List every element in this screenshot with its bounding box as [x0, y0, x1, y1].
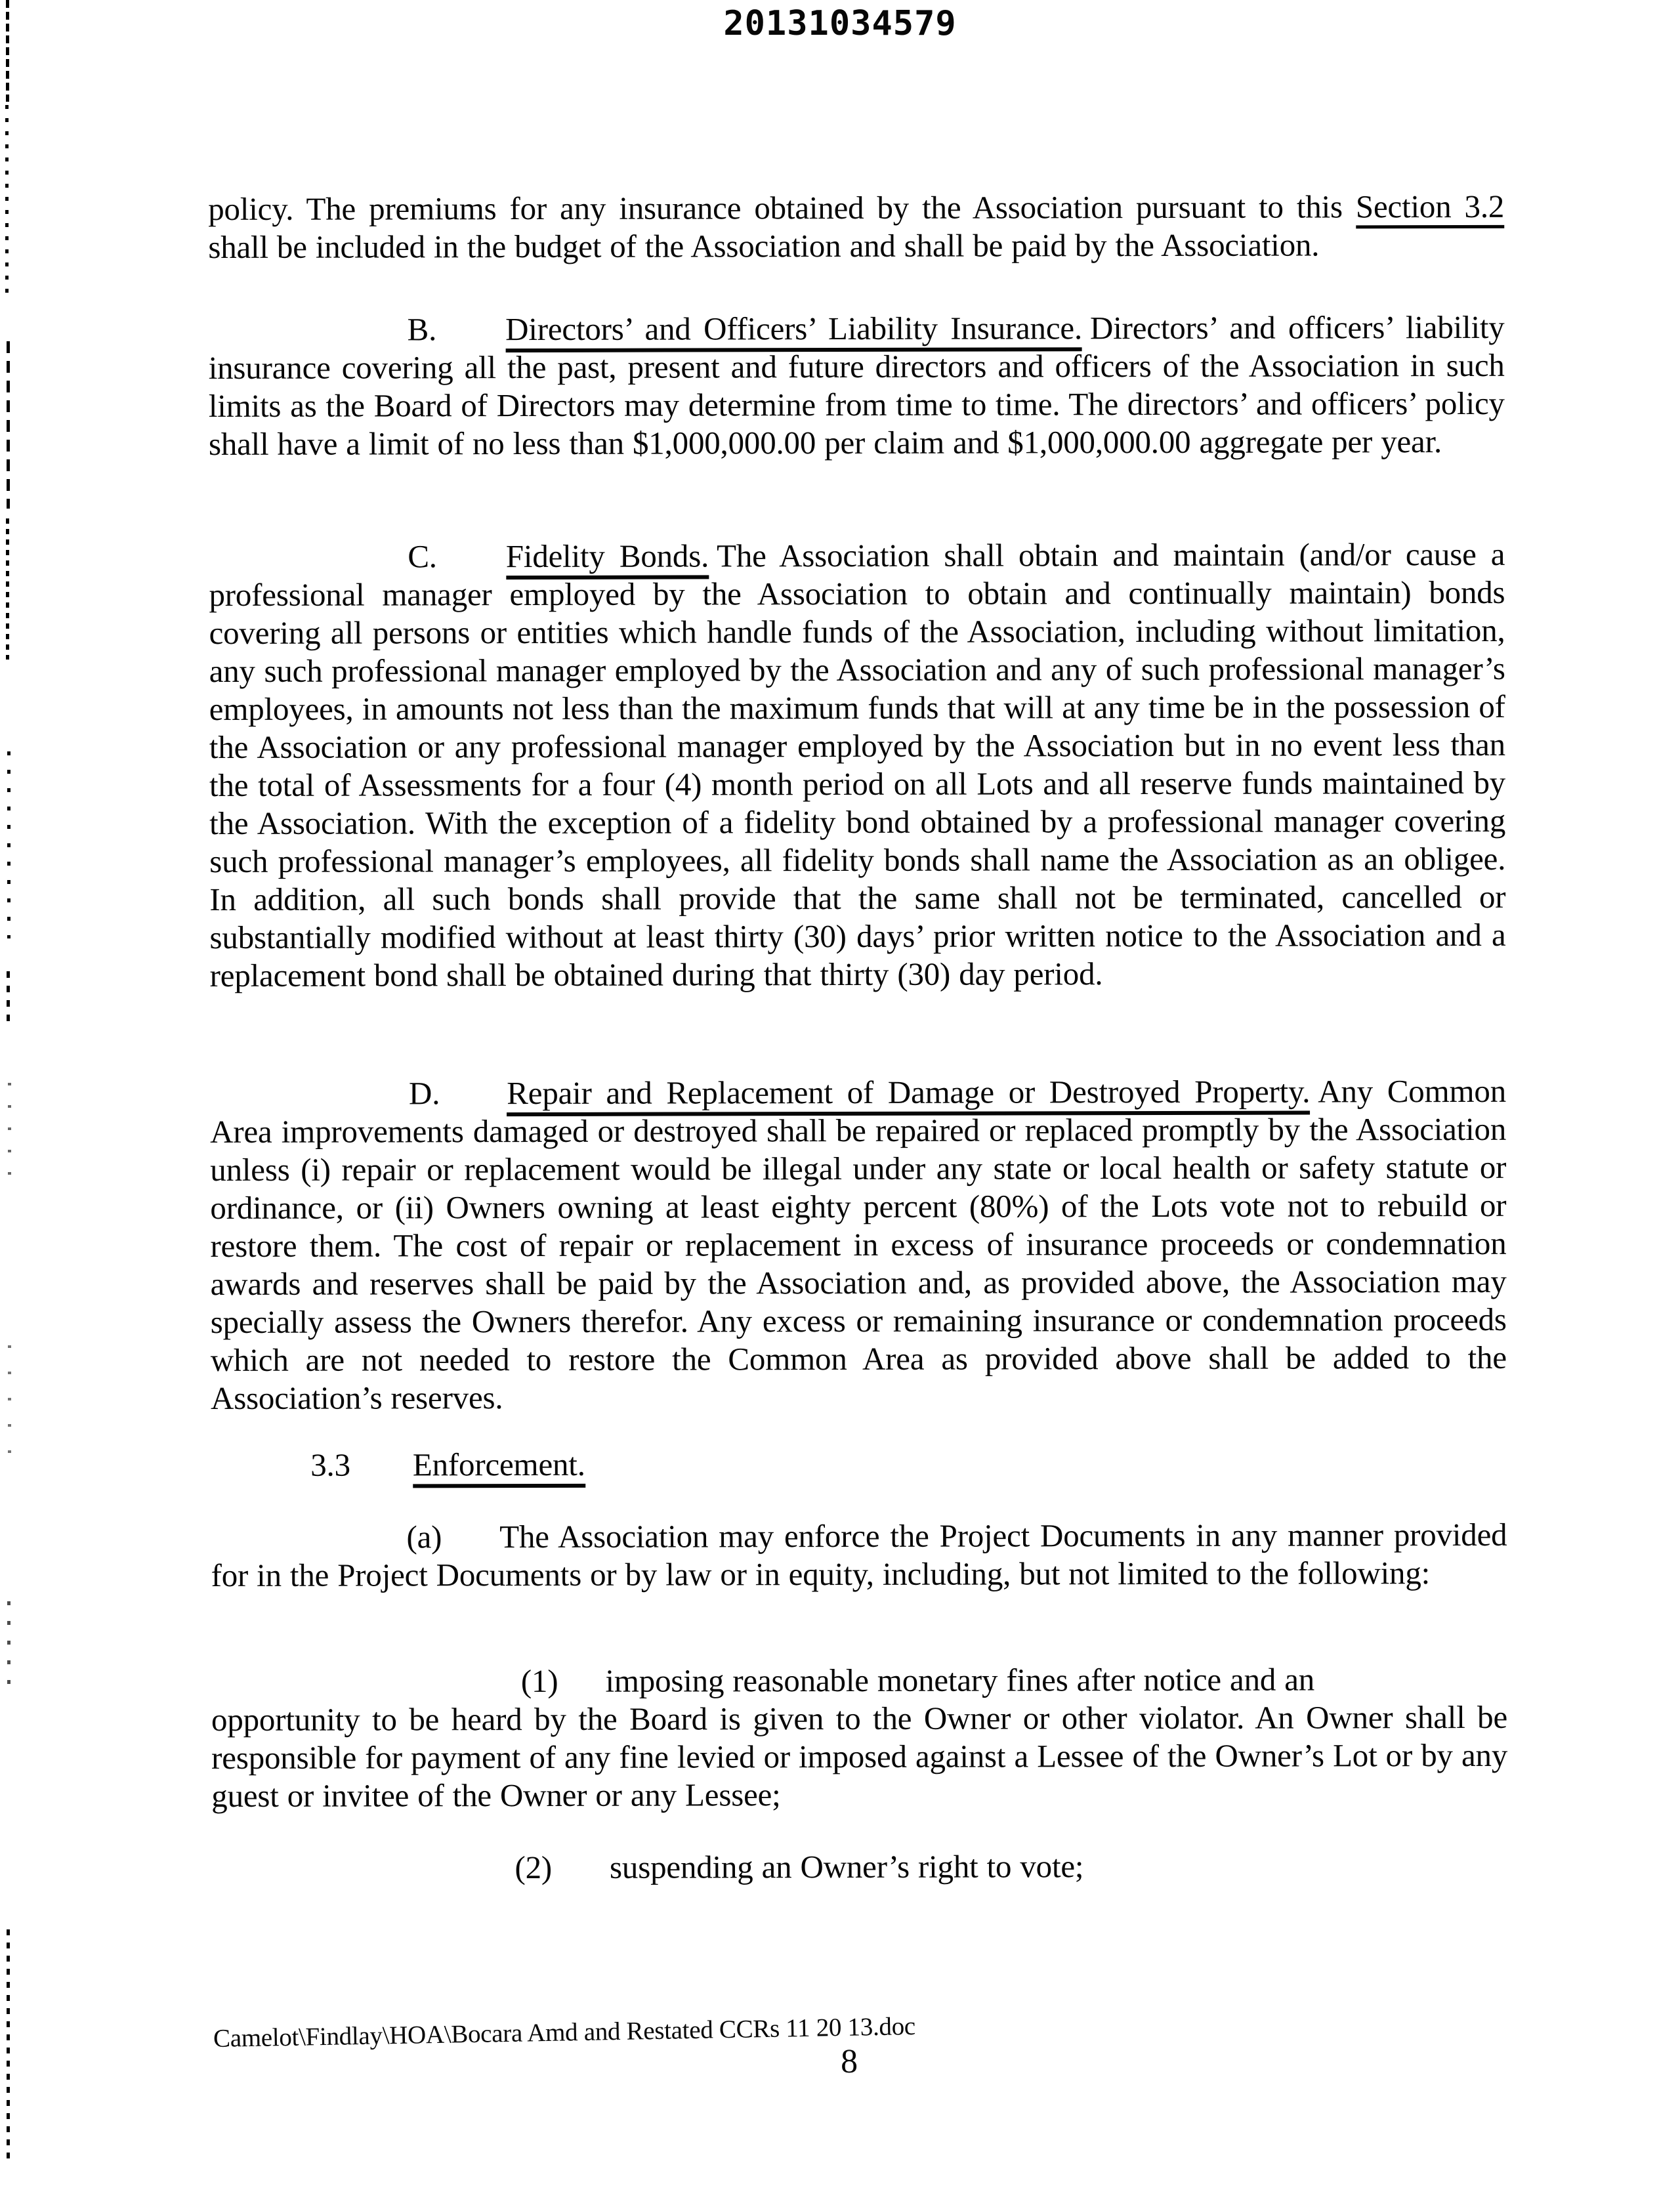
- clause-body: The Association may enforce the Project Documents in any manner provided for in the Project Documents or by law or in equity, including, but not limited to the following:: [211, 1516, 1507, 1594]
- clause-body: opportunity to be heard by the Board is given to the Owner or other violator. An Owner shall be responsible for payment of any fine levied or imposed against a Lessee of the Owner’s Lot or by any guest or invitee of the Owner or any Lessee;: [211, 1698, 1508, 1815]
- clause-body: Directors’ and officers’ liability insurance covering all the past, present and future directors and officers of the Association in such limits as the Board of Directors may determine from time to time. The directors’ and officers’ policy shall have a limit of no less than $1,000,000.00 per claim and $1,000,000.00 aggregate per year.: [208, 308, 1505, 463]
- clause-body: Any Common Area improvements damaged or destroyed shall be repaired or replaced promptly by the Association unless (i) repair or replacement would be illegal under any state or local health or safety statute or ordinance, or (ii) Owners owning at least eighty percent (80%) of the Lots vote not to rebuild or restore them. The cost of repair or replacement in excess of insurance proceeds or condemnation awards and reserves shall be paid by the Association and, as provided above, the Association may specially assess the Owners therefor. Any excess or remaining insurance or condemnation proceeds which are not needed to restore the Common Area as provided above shall be added to the Association’s reserves.: [210, 1072, 1507, 1417]
- paragraph-directors-officers-liability-insurance: [209, 308, 1505, 463]
- paragraph-repair-replacement-property: [210, 1072, 1507, 1418]
- paragraph-enforcement-a: [211, 1516, 1507, 1595]
- clause-label: (1): [520, 1662, 558, 1700]
- clause-body: The Association shall obtain and maintain (and/or cause a professional manager employed by the Association to obtain and continually maintain) bonds covering all persons or entities which handle funds of the Association, including without limitation, any such professional manager employed by the Association and any of such professional manager’s employees, in amounts not less than the maximum funds that will at any time be in the possession of the Association or any professional manager employed by the Association but in no event less than the total of Assessments for a four (4) month period on all Lots and all reserve funds maintained by the Association. With the exception of a fidelity bond obtained by a professional manager covering such professional manager’s employees, all fidelity bonds shall name the Association as an obligee. In addition, all such bonds shall provide that the same shall not be terminated, cancelled or substantially modified without at least thirty (30) days’ prior written notice to the Association and a replacement bond shall be obtained during that thirty (30) day period.: [209, 536, 1506, 994]
- clause-label: (2): [514, 1849, 553, 1886]
- clause-body: suspending an Owner’s right to vote;: [609, 1848, 1084, 1885]
- page-number: 8: [841, 2042, 858, 2081]
- paragraph-enforcement-a-1: [211, 1660, 1507, 1815]
- clause-heading: Directors’ and Officers’ Liability Insurance.: [505, 310, 1082, 352]
- paragraph-insurance-policy-premiums: policy. The premiums for any insurance obtained by the Association pursuant to this Section 3.2 shall be included in the budget of the Association and shall be paid by the Association.: [208, 188, 1505, 266]
- paragraph-fidelity-bonds: [209, 536, 1505, 995]
- recording-number: 20131034579: [723, 4, 957, 43]
- section-number: 3.3: [310, 1446, 350, 1483]
- clause-label: D.: [408, 1075, 440, 1112]
- clause-label: C.: [408, 538, 437, 575]
- clause-label: (a): [406, 1519, 442, 1555]
- section-3-3-enforcement-heading: [211, 1444, 1507, 1484]
- clause-heading: Fidelity Bonds.: [506, 537, 709, 579]
- section-heading: Enforcement.: [413, 1446, 585, 1488]
- clause-heading: Repair and Replacement of Damage or Destroyed Property.: [507, 1074, 1310, 1117]
- clause-first-line: imposing reasonable monetary fines after notice and an: [605, 1661, 1315, 1699]
- footer-file-path: Camelot\Findlay\HOA\Bocara Amd and Restated CCRs 11 20 13.doc: [213, 2011, 916, 2053]
- clause-label: B.: [407, 311, 437, 348]
- paragraph-enforcement-a-2: [211, 1847, 1507, 1887]
